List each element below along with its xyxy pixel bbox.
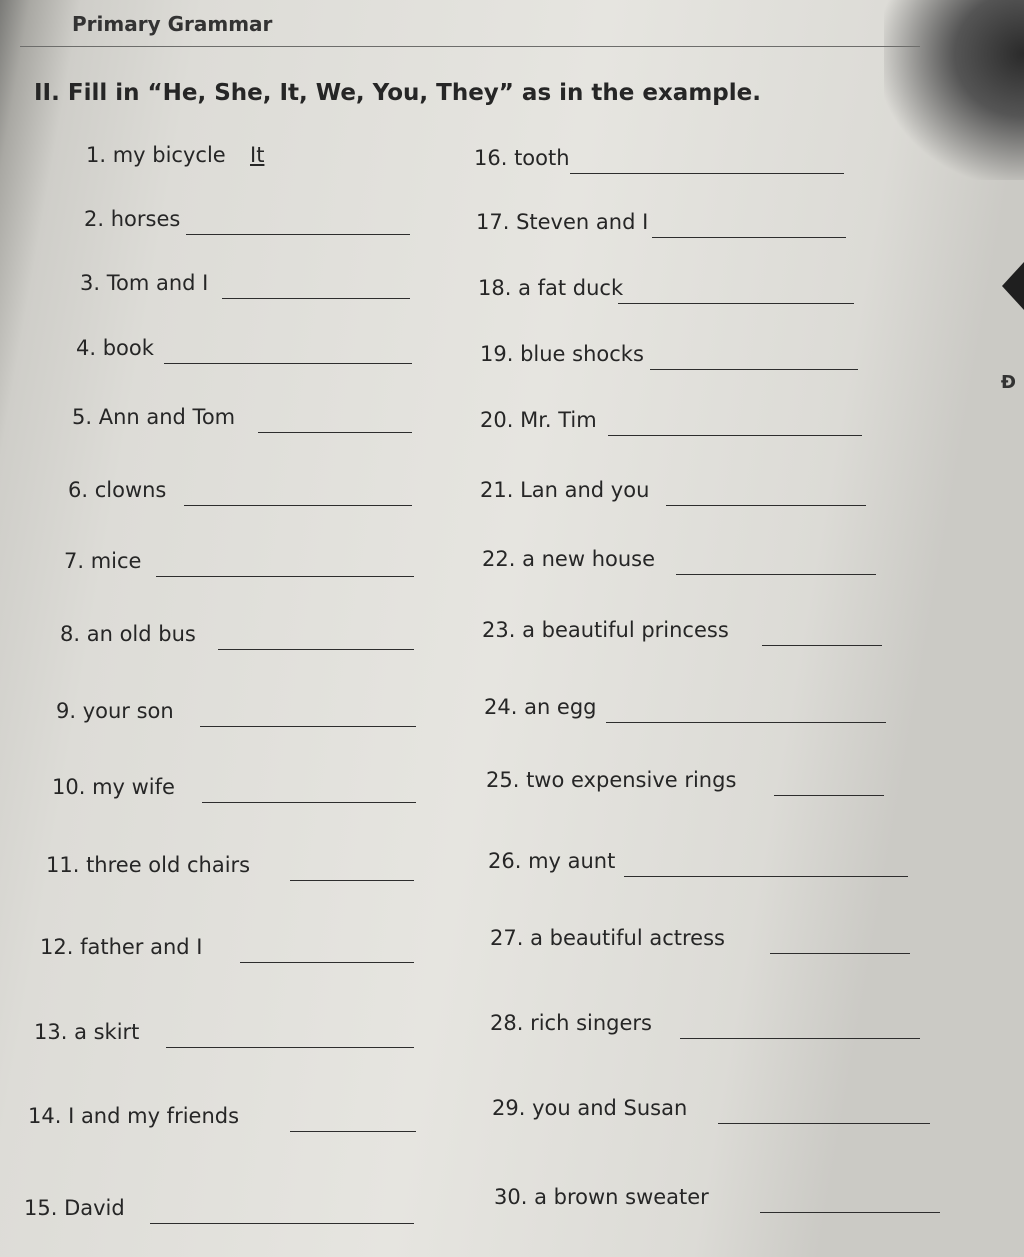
answer-blank[interactable] (770, 953, 910, 954)
left-item-label: 7. mice (64, 549, 142, 573)
left-item-label: 8. an old bus (60, 622, 196, 646)
left-item-label: 9. your son (56, 699, 174, 723)
left-item-label: 12. father and I (40, 935, 203, 959)
left-item-label: 13. a skirt (34, 1020, 140, 1044)
left-item-label: 15. David (24, 1196, 125, 1220)
answer-blank[interactable] (240, 962, 414, 963)
answer-blank[interactable] (164, 363, 412, 364)
right-item-label: 21. Lan and you (480, 478, 650, 502)
header-rule (20, 46, 920, 47)
answer-blank[interactable] (200, 726, 416, 727)
answer-blank[interactable] (202, 802, 416, 803)
answer-blank[interactable] (718, 1123, 930, 1124)
answer-blank[interactable] (290, 1131, 416, 1132)
answer-blank[interactable] (762, 645, 882, 646)
answer-blank[interactable] (760, 1212, 940, 1213)
answer-blank[interactable] (652, 237, 846, 238)
right-item-label: 26. my aunt (488, 849, 616, 873)
right-item-label: 25. two expensive rings (486, 768, 737, 792)
book-header: Primary Grammar (72, 12, 273, 36)
right-item-label: 20. Mr. Tim (480, 408, 597, 432)
example-answer: It (250, 143, 265, 167)
answer-blank[interactable] (258, 432, 412, 433)
answer-blank[interactable] (666, 505, 866, 506)
left-item-label: 10. my wife (52, 775, 175, 799)
left-item-label: 11. three old chairs (46, 853, 251, 877)
left-item-label: 6. clowns (68, 478, 167, 502)
answer-blank[interactable] (608, 435, 862, 436)
answer-blank[interactable] (650, 369, 858, 370)
right-item-label: 24. an egg (484, 695, 597, 719)
right-item-label: 17. Steven and I (476, 210, 649, 234)
answer-blank[interactable] (676, 574, 876, 575)
answer-blank[interactable] (290, 880, 414, 881)
edge-mark (1002, 262, 1024, 310)
answer-blank[interactable] (166, 1047, 414, 1048)
left-item-label: 2. horses (84, 207, 181, 231)
answer-blank[interactable] (624, 876, 908, 877)
left-item-label: 5. Ann and Tom (72, 405, 236, 429)
answer-blank[interactable] (570, 173, 844, 174)
right-item-label: 28. rich singers (490, 1011, 652, 1035)
right-item-label: 22. a new house (482, 547, 656, 571)
right-item-label: 29. you and Susan (492, 1096, 688, 1120)
right-item-label: 23. a beautiful princess (482, 618, 729, 642)
left-item-label: 3. Tom and I (80, 271, 209, 295)
answer-blank[interactable] (618, 303, 854, 304)
answer-blank[interactable] (774, 795, 884, 796)
exercise-title: II. Fill in “He, She, It, We, You, They” as in the example. (34, 80, 761, 106)
left-item-label: 1. my bicycle (86, 143, 226, 167)
answer-blank[interactable] (606, 722, 886, 723)
right-item-label: 19. blue shocks (480, 342, 644, 366)
right-item-label: 18. a fat duck (478, 276, 624, 300)
answer-blank[interactable] (222, 298, 410, 299)
side-mark: Đ (1000, 372, 1016, 393)
answer-blank[interactable] (186, 234, 410, 235)
corner-shadow (884, 0, 1024, 180)
answer-blank[interactable] (680, 1038, 920, 1039)
right-item-label: 30. a brown sweater (494, 1185, 709, 1209)
left-item-label: 4. book (76, 336, 154, 360)
answer-blank[interactable] (218, 649, 414, 650)
answer-blank[interactable] (184, 505, 412, 506)
right-item-label: 27. a beautiful actress (490, 926, 725, 950)
right-item-label: 16. tooth (474, 146, 570, 170)
answer-blank[interactable] (150, 1223, 414, 1224)
left-item-label: 14. I and my friends (28, 1104, 240, 1128)
answer-blank[interactable] (156, 576, 414, 577)
